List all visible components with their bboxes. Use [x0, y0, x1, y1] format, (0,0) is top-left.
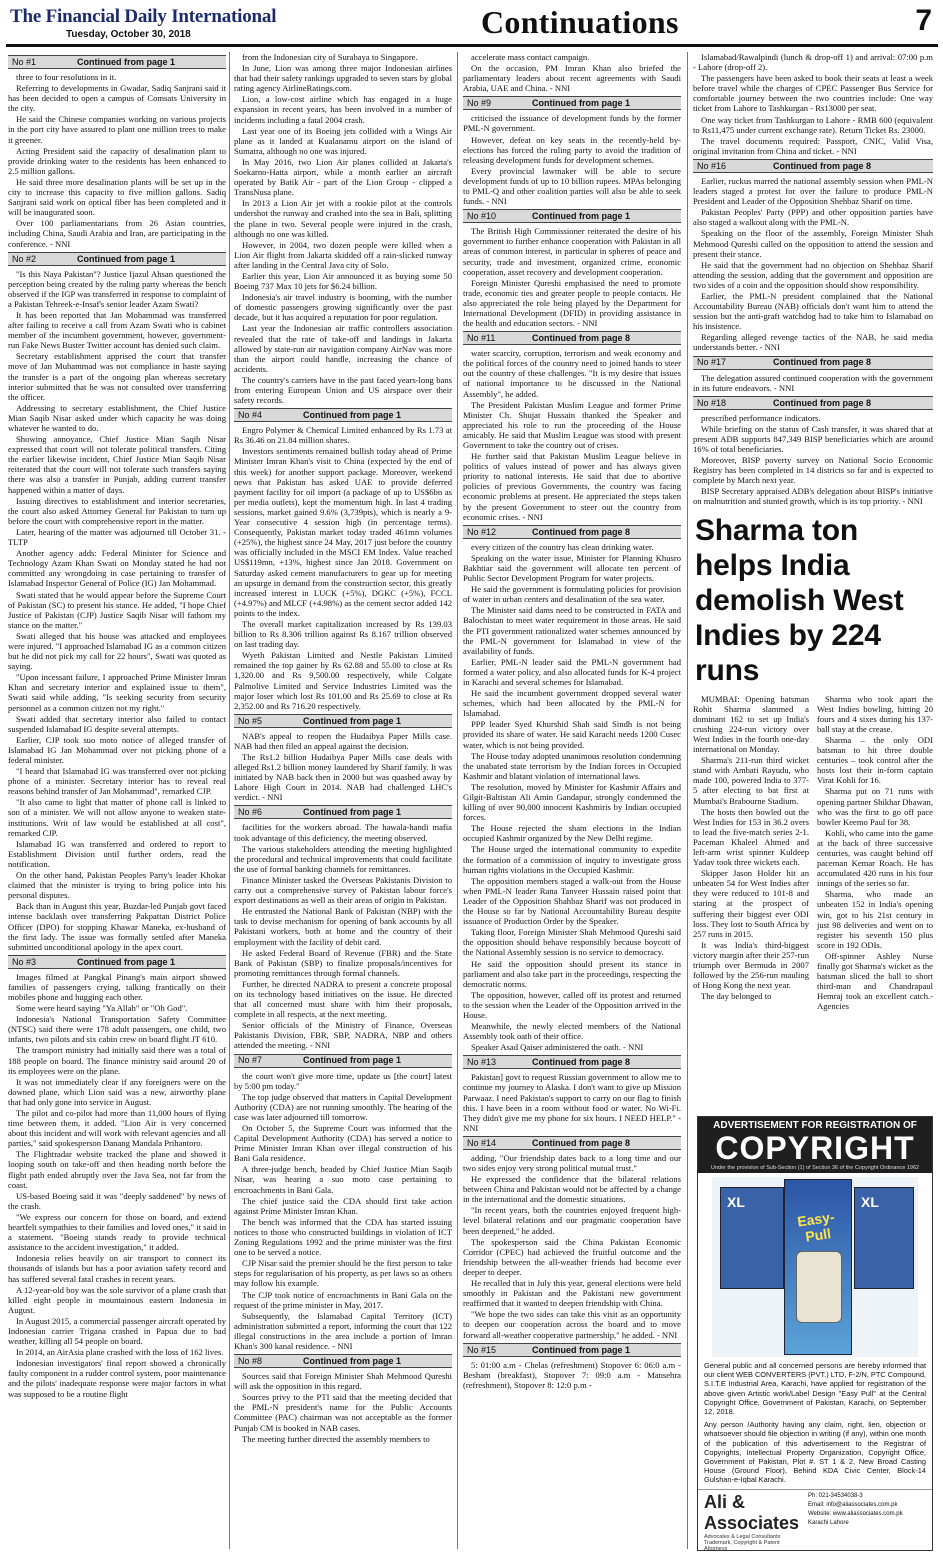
article-paragraph: Showing annoyance, Chief Justice Mian Saqib Nisar expressed that court will not tolerate political transfers. Citing the earlier likewise incident, Chief Justice Mian Saqib Nisar reiterated that the court will not tolerate such transfers saying there was also a transfer in Punjab, adding current transfer happened within a matter of days. — [8, 434, 226, 495]
continuation-header — [463, 525, 681, 539]
article-paragraph: The CJP took notice of encroachments in Bani Gala on the request of the prime minister in May, 2017. — [234, 1289, 452, 1310]
column-divider — [457, 52, 458, 1549]
article-paragraph: accelerate mass contact campaign. — [471, 52, 590, 62]
section-title: Continuations — [481, 4, 679, 40]
firm-phone: Ph: 021-34534038-3 — [808, 1492, 863, 1499]
firm-logo — [704, 1492, 800, 1551]
ad-body — [698, 1357, 932, 1485]
article-paragraph: Earlier this year, Lion Air announced it as buying some 50 Boeing 737 Max 10 jets for $6.24 billion. — [234, 270, 452, 292]
continuation-number: No #9 — [467, 98, 492, 109]
article-paragraph: Secretary establishment apprised the court that transfer move of Jan Muhammad was not compliance in haste saying the transfer is a part of the ongoing plan whereas secretary interior submitted that he was not consulted over transferring the officer. — [8, 351, 226, 402]
article-paragraph: Referring to developments in Gwadar, Sadiq Sanjrani said it has been decided to open a campus of Comsats University in the city. — [8, 83, 226, 114]
continuation-label: Continued from page 1 — [302, 807, 401, 818]
continuation-label: Continued from page 8 — [531, 1057, 630, 1068]
column-lead-text — [234, 52, 452, 405]
article-paragraph: facilities for the workers abroad. The hawala-handi mafia took advantage of this deficiency, the meeting observed. — [234, 822, 452, 843]
continuation-header — [463, 1055, 681, 1069]
article-paragraph: Pakistan Peoples' Party (PPP) and other opposition parties have also staged a walkout along with the PML-N. — [693, 207, 933, 228]
article-paragraph: It was not immediately clear if any foreigners were on the downed plane, which Lion said was a new, airworthy plane that had only gone into service in August. — [8, 1076, 226, 1107]
column-lead-text — [693, 52, 933, 156]
article-paragraph: The meeting further directed the assembly members to — [242, 1433, 430, 1444]
continuation-number: No #2 — [12, 253, 37, 264]
article-paragraph: CJP Nisar said the premier should be the first person to take steps for regularisation of his property, as per laws so as others may follow his example. — [234, 1258, 452, 1289]
xl-label: XL — [727, 1194, 745, 1210]
firm-contact — [808, 1492, 903, 1528]
article-paragraph: Off-spinner Ashley Nurse finally got Sharma's wicket as the batsman sliced the ball to short third-man and Chandrapaul Hemraj took an excellent catch.-Agencies — [817, 950, 933, 1012]
article-paragraph: "In recent years, both the countries enjoyed frequent high-level bilateral relations and our pragmatic cooperation have been deepened," he added. — [463, 1205, 681, 1236]
continuation-header — [234, 805, 452, 819]
continuation-label: Continued from page 1 — [531, 98, 630, 109]
continuation-label: Continued from page 1 — [302, 1055, 401, 1066]
column-2 — [234, 52, 452, 1549]
article-paragraph: the court won't give more time, update us [the court] latest by 5:00 pm today." — [234, 1070, 452, 1091]
article-paragraph: Issuing directives to establishment and interior secretaries, the court also asked Attorney General for Pakistan to turn up before the court with comprehensive report in the matter. — [8, 495, 226, 526]
article-paragraph: On the occasion, PM Imran Khan also briefed the parliamentary leaders about recent agreements with Saudi Arabia, UAE and China. - NNI — [463, 63, 681, 94]
sports-column-left — [693, 694, 809, 1013]
article-paragraph: The Minister said dams need to be constructed in FATA and Balochistan to meet water requirement in those areas. He said the PTI government rationalized water schemes announced by the PML-N government for Islamabad in view of the availability of funds. — [463, 605, 681, 656]
continuation-block-9 — [463, 96, 681, 206]
firm-name: Ali & Associates — [704, 1491, 800, 1533]
article-paragraph: The hosts then bowled out the West Indies for 153 in 36.2 overs to lead the five-match series 2-1. Paceman Khaleel Ahmed and left-arm wrist spinner Kuldeep Yadav took three wickets each. — [693, 806, 809, 868]
article-paragraph: "Is this Naya Pakistan"? Justice Ijazul Ahsan questioned the perception being created by the ruling party whereas the bench observed if the IGP was transferred in response to complaint of a Pakistan Tehreek-e-Insaf's senior leader Azam Swati? — [8, 268, 226, 309]
article-paragraph: The spokesperson said the China Pakistan Economic Corridor (CPEC) had achieved the fruitful outcome and the friendship between the all-weather friends had become ever deeper to deeper. — [463, 1236, 681, 1277]
article-paragraph: adding, "Our friendship dates back to a long time and our two sides enjoy very strong political mutual trust." — [463, 1152, 681, 1173]
continuation-number: No #18 — [697, 397, 727, 408]
masthead-rule — [6, 44, 938, 47]
masthead — [6, 4, 938, 48]
article-paragraph: Regarding alleged revenge tactics of the NAB, he said media understands better. - NNI — [693, 332, 933, 353]
article-paragraph: Indonesia's National Transportation Safety Committee (NTSC) said there were 178 adult passengers, one child, two infants, two pilots and six cabin crew on board flight JT 610. — [8, 1014, 226, 1045]
article-paragraph: Islamabad IG was transferred and ordered to report to Establishment Division until further orders, read the notification. — [8, 838, 226, 869]
article-paragraph: Meanwhile, the newly elected members of the National Assembly took oath of their office. — [463, 1021, 681, 1042]
article-paragraph: Another agency adds: Federal Minister for Science and Technology Azam Khan Swati on Monday stated he had not committed any wrongdoing in case pertaining to transfer of Islamabad Inspector General of Police (IG) Jan Mohammad. — [8, 548, 226, 589]
article-paragraph: Taking floor, Foreign Minister Shah Mehmood Qureshi said the opposition should behave responsibly because boycott of the National Assembly session is no service to democracy. — [463, 927, 681, 958]
article-paragraph: On October 5, the Supreme Court was informed that the Capital Development Authority (CDA) has served a notice to Prime Minister Imran Khan over illegal construction of his Bani Gala residence. — [234, 1123, 452, 1164]
article-paragraph: However, defeat on key seats in the recently-held by-elections has forced the ruling party to avoid the tradition of releasing development funds for development schemes. — [463, 134, 681, 165]
article-paragraph: Earlier, ruckus marred the national assembly session when PML-N leaders staged a protest for over the failure to produce PML-N President and Leader of the Opposition Shehbaz Sharif on time. — [693, 175, 933, 207]
xl-label: XL — [861, 1194, 879, 1210]
page-number: 7 — [915, 4, 932, 37]
copyright-advertisement — [697, 1116, 933, 1551]
article-paragraph: The various stakeholders attending the meeting highlighted the procedural and technical improvements that could facilitate the use of formal banking channels for remittances. — [234, 843, 452, 874]
article-paragraph: He said the opposition should present its stance in parliament and also take part in the proceedings, respecting the democratic norms. — [463, 958, 681, 989]
article-paragraph: The delegation assured continued cooperation with the government in its future endeavors. - NNI — [693, 372, 933, 393]
article-paragraph: Kohli, who came into the game at the back of three successive centuries, was caught behind off paceman Kemar Roach. He has accumulated 420 runs in his four innings of the series so far. — [817, 827, 933, 889]
sports-body — [693, 694, 933, 1013]
continuation-number: No #3 — [12, 956, 37, 967]
continuation-header — [463, 96, 681, 110]
article-paragraph: On the other hand, Pakistan Peoples Party's leader Khokar claimed that the minister is trying to bring police into his personal disputes. — [8, 870, 226, 901]
sports-story — [693, 513, 933, 1013]
column-lead-text — [463, 52, 681, 93]
article-paragraph: Back than in August this year, Buzdar-led Punjab govt faced intense backlash over transferring Pakpattan District Police Officer (DPO) for stopping Khawar Maneka, ex-husband of the first lady. The issue was formally settled after Maneka submitted unconditional apology in the apex court. — [8, 901, 226, 952]
article-paragraph: Foreign Minister Qureshi emphasised the need to promote trade, economic ties and greater people to people contacts. He also appreciated the role being played by the Department for International Development (DFID) in providing assistance in the health and education sectors. - NNI — [463, 277, 681, 329]
article-paragraph: from the Indonesian city of Surabaya to Singapore. — [242, 52, 418, 62]
article-paragraph: Sharma who took apart the West Indies bowling, hitting 20 fours and 4 sixes during his 137-ball stay at the crease. — [817, 693, 933, 734]
article-paragraph: Over 100 parliamentarians from 26 Asian countries, including China, Saudi Arabia and Iran, are participating in the conference. - NNI — [8, 218, 226, 249]
continuation-label: Continued from page 1 — [76, 56, 175, 67]
continuation-number: No #1 — [12, 56, 37, 67]
article-paragraph: The top judge observed that matters in Capital Development Authority (CDA) are not running smoothly. The hearing of the case was later adjourned till tomorrow. — [234, 1091, 452, 1122]
article-paragraph: Indonesia's air travel industry is booming, with the number of domestic passengers growing significantly over the past decade, but it has acquired a reputation for poor regulation. — [234, 292, 452, 323]
article-paragraph: Earlier, CJP took suo moto notice of alleged transfer of Islamabad IG Jan Mohammad over not picking phone of a federal minister. — [8, 734, 226, 765]
firm-cities: Karachi Lahore — [808, 1519, 849, 1526]
article-paragraph: In August 2015, a commercial passenger aircraft operated by Indonesian carrier Trigana crashed in Papua due to bad weather, killing all 54 people on board. — [8, 1315, 226, 1347]
firm-website: Website: www.aliassociates.com.pk — [808, 1510, 903, 1517]
article-paragraph: Speaker Asad Qaiser administered the oath. - NNI — [471, 1042, 644, 1053]
article-paragraph: Sources said that Foreign Minister Shah Mehmood Qureshi will ask the opposition in this regard. — [234, 1371, 452, 1392]
article-paragraph: He asked Federal Board of Revenue (FBR) and the State Bank of Pakistan (SBP) to finalize proposals/incentives for promoting remittances through formal channels. — [234, 947, 452, 978]
continuation-header — [8, 252, 226, 266]
continuation-header — [234, 1354, 452, 1368]
ad-objection-notice: Any person /Authority having any claim, right, lien, objection or whatsoever should file objection in writing (if any), within one month of the publication of this advertisement to the Registrar of Copyrights, Intellectual Property Organization, Copyright Office, Government of Pakistan, Plot #. ST 1 & 2, New Broad Casting House (Ground Floor), Behind KDA Civic Center, Block-14 Gulshan-e-Iqbal Karachi. — [704, 1420, 926, 1485]
article-paragraph: The opposition members staged a walk-out from the House when PML-N leader Rana Tanveer Hussain raised point that Leader of the Opposition Shahbaz Sharif was not produced in the House so far by National Accountability Bureau despite issuance of Production Order by the Speaker. — [463, 875, 681, 927]
continuation-block-8 — [234, 1354, 452, 1444]
article-paragraph: Pakistan] govt to request Russian government to allow me to continue my journey to Alaska. I don't want to give up Mission Parwaaz. I need Pakistan's support to carry on our flag to finish this. I have been in a room without food or water. No Wi-Fi. They didn't give me my phone for six hours. I NEED HELP." - NNI — [463, 1072, 681, 1133]
continuation-number: No #12 — [467, 526, 497, 537]
tissue-box-left — [720, 1187, 784, 1289]
continuation-number: No #4 — [238, 410, 263, 421]
article-paragraph: He recalled that in July this year, general elections were held smoothly in Pakistan and the Pakistani new government reaffirmed that it wanted to deepen friendship with China. — [463, 1278, 681, 1309]
continuation-number: No #15 — [467, 1344, 497, 1355]
continuation-block-7 — [234, 1054, 452, 1352]
continuation-header — [693, 396, 933, 410]
article-paragraph: Swati stated that he would appear before the Supreme Court of Pakistan (SC) to present his stance. He added, "I hope Chief Justice of Pakistan (CJP) Justice Saqib Nisar will fathom my stance on the matter." — [8, 589, 226, 630]
continuation-block-5 — [234, 714, 452, 803]
article-paragraph: He said the government is formulating policies for provision of water in urban centers and desalination of the sea water. — [463, 584, 681, 605]
sports-column-right — [817, 694, 933, 1013]
continuation-block-16 — [693, 159, 933, 353]
article-paragraph: Sharma put on 71 runs with opening partner Shikhar Dhawan, who was the first to go off pace bowler Keemo Paul for 38. — [817, 786, 933, 827]
article-paragraph: 5: 01:00 a.m - Chelas (refreshment) Stopover 6: 06:0 a.m - Besham (breakfast), Stopover 7: 09:0 a.m - Mansehra (refreshment), Stopover 8: 12:0 p.m - — [463, 1359, 681, 1390]
article-paragraph: The chief justice said the CDA should first take action against Prime Minister Imran Khan. — [234, 1195, 452, 1216]
article-paragraph: He further said that Pakistan Muslim League believe in politics of values instead of power and has always given priority to national interests. He said that due to abortive policies of previous Governments, the country was facing economic problems at present. He appreciated the steps taken by the present Government to steer out the country from economic crises. - NNI — [463, 451, 681, 522]
article-paragraph: every citizen of the country has clean drinking water. — [471, 541, 654, 552]
continuation-number: No #17 — [697, 357, 727, 368]
article-paragraph: criticised the issuance of development funds by the former PML-N government. — [463, 113, 681, 134]
firm-tagline: Advocates & Legal Consultants Trademark, Copyright & Patent Attorneys — [704, 1533, 781, 1551]
article-paragraph: Later, hearing of the matter was adjourned till October 31. - TLTP — [8, 526, 226, 548]
article-paragraph: Acting President said the capacity of desalination plant to provide drinking water to the residents has been enhanced to 2.5 million gallons. — [8, 145, 226, 176]
article-paragraph: The resolution, moved by Minister for Kashmir Affairs and Gilgit-Baltistan Ali Amin Gandapur, strongly condemned the killing of over 90,000 innocent Kashmiris by Indian occupied forces. — [463, 781, 681, 823]
article-paragraph: water scarcity, corruption, terrorism and weak economy and the political forces of the country need to joined hands to steer out the country of these challenges. "It is my desire that issues of national importance to be discussed in the National Assembly", he added. — [463, 348, 681, 399]
article-paragraph: "We express our concern for those on board, and extend heartfelt sympathies to their families and loved ones," it said in a statement. "Boeing stands ready to provide technical assistance to the accident investigation," it added. — [8, 1211, 226, 1253]
continuation-header — [463, 331, 681, 345]
article-paragraph: Investors sentiments remained bullish today ahead of Prime Minister Imran Khan's visit to China (expected by the end of this week) for another support package. Moreover, weekend news that Pakistan has asked UAE to provide deferred payment facility for oil import (a package of up to US$6bn as per media outlets), kept the momentum high. In last 4 trading sessions, market gained 9.6% (3,739pts), which is nearly a 9-Year consecutive 4 session high (in percentage terms). Consequently, Pakistan market today traded 461mn volumes (+25%), the highest since 24 May, 2017 just before the country was officially included in the MSCI EM Index. Value reached US$119mn, +13%, highest since Jan 2018. Government on Saturday asked cement manufacturers to gear up for meeting an upsurge in demand from the construction sector, this greatly increased interest in LUCK (+5%), DGKC (+5%), FCCL (+4.97%) and MLCF (+4.98%) as the cement sector added 142 points to the index. — [234, 446, 452, 618]
continuation-number: No #13 — [467, 1057, 497, 1068]
continuation-label: Continued from page 8 — [772, 397, 871, 408]
article-paragraph: Moreover, BISP poverty survey on National Socio Economic Registry has been completed in 14 districts so far and is expected to complete by March next year. — [693, 455, 933, 486]
article-paragraph: The House urged the international community to expedite the formation of a commission of inquiry to investigate gross human rights violations in the Occupied Kashmir. — [463, 844, 681, 875]
continuation-block-10 — [463, 209, 681, 328]
continuation-block-2 — [8, 252, 226, 952]
article-paragraph: In June, Lion was among three major Indonesian airlines that had their safety rankings upgraded to seven stars by global rating agency AirlineRatings.com. — [234, 63, 452, 94]
article-paragraph: The country's carriers have in the past faced years-long bans from entering European Union and US airspace over their safety records. — [234, 374, 452, 406]
article-paragraph: The opposition, however, called off its protest and returned to the session when the Leader of the Opposition arrived in the House. — [463, 989, 681, 1020]
article-paragraph: The House rejected the sham elections in the Indian occupied Kashmir organized by the New Delhi regime. — [463, 823, 681, 844]
article-paragraph: PPP leader Syed Khurshid Shah said Sindh is not being provided its share of water. He said Karachi needs 1200 Cusec water, which is not being provided. — [463, 719, 681, 750]
continuation-label: Continued from page 8 — [531, 1137, 630, 1148]
continuation-label: Continued from page 1 — [76, 253, 175, 264]
article-paragraph: Speaking on the water issue, Minister for Planning Khusro Bakhtiar said the government will allocate ten percent of Public Sector Development Program for water projects. — [463, 552, 681, 584]
article-paragraph: Last year one of its Boeing jets collided with a Wings Air plane as it landed at Kualanamu airport on the island of Sumatra, although no one was injured. — [234, 125, 452, 156]
continuation-label: Continued from page 1 — [76, 956, 175, 967]
continuation-block-12 — [463, 525, 681, 1053]
continuation-block-13 — [463, 1055, 681, 1133]
article-paragraph: He said the Chinese companies working on various projects in the port city have assured to plant one million trees to make it greener. — [8, 114, 226, 145]
column-divider — [687, 52, 688, 1549]
ad-header — [698, 1117, 932, 1173]
ad-title: ADVERTISEMENT FOR REGISTRATION OF — [713, 1120, 917, 1131]
ad-footer — [698, 1489, 932, 1551]
article-paragraph: Sources privy to the PTI said that the meeting decided that the PML-N president's name for the Public Accounts Committee (PAC) chairman was not acceptable as the former Punjab CM is booked in NAB cases. — [234, 1392, 452, 1433]
article-paragraph: US-based Boeing said it was "deeply saddened" by news of the crash. — [8, 1190, 226, 1211]
article-paragraph: He said that the government had no objection on Shehbaz Sharif attending the session, adding that the government and opposition are two sides of a coin and the opposition should show responsibility. — [693, 259, 933, 290]
continuation-block-3 — [8, 955, 226, 1399]
article-paragraph: Sharma – the only ODI batsman to hit three double centuries – took control after the hosts lost their in-form captain Virat Kohli for 16. — [817, 734, 933, 786]
article-paragraph: Last year the Indonesian air traffic controllers association revealed that the rate of take-off and landings in Jakarta allowed by state-run air navigation company AirNav was more than the airport could handle, increasing the chance of accidents. — [234, 323, 452, 374]
continuation-header — [463, 209, 681, 223]
firm-email: Email: info@aliassociates.com.pk — [808, 1501, 898, 1508]
continuation-block-11 — [463, 331, 681, 522]
continuation-block-17 — [693, 356, 933, 393]
continuation-header — [463, 1343, 681, 1357]
continuation-header — [693, 159, 933, 173]
article-paragraph: Finance Minister tasked the Overseas Pakistanis Division to carry out a comprehensive survey of Pakistan labour force's export destinations as well as their areas of origin in Pakistan. — [234, 874, 452, 906]
article-paragraph: Islamabad/Rawalpindi (lunch & drop-off 1) and arrival: 07:00 p.m - Lahore (drop-off 2). — [693, 52, 933, 73]
ad-notice: General public and all concerned persons are hereby informed that our client WEB CONVERTERS (PVT.) LTD, F-2/N, PTC Compound, S.I.T.E Industrial Area, Karachi, have applied for registration of the above given Artistic work/Label Design "Easy Pull" at the Central Copyright Office, Government of Pakistan, Karachi, on September 12, 2018. — [704, 1361, 926, 1417]
article-paragraph: "I heard that Islamabad IG was transferred over not picking phone of a minister. Secretary interior has to reveal real reasons behind transfer of Jan Mohammad", remarked CJP. — [8, 766, 226, 797]
article-paragraph: Wyeth Pakistan Limited and Nestle Pakistan Limited remained the top gainer by Rs 62.88 and 55.00 to close at Rs 1,320.00 and Rs 9,500.00 respectively, while Colgate Palmolive Limited and Service Industries Limited was the major loser which lost Rs 101.00 and Rs 25.69 to close at Rs 2,352.00 and Rs 716.20 respectively. — [234, 650, 452, 711]
continuation-block-1 — [8, 55, 226, 249]
article-paragraph: Skipper Jason Holder hit an unbeaten 54 for West Indies after they were reduced to 101-8 and staring at the prospect of suffering their biggest ever ODI loss. They lost to South Africa by 257 runs in 2015. — [693, 868, 809, 939]
article-paragraph: Senior officials of the Ministry of Finance, Overseas Pakistanis Division, FBR, SBP, NADRA, NBP and others attended the meeting. - NNI — [234, 1020, 452, 1051]
continuation-number: No #11 — [467, 333, 496, 344]
article-paragraph: Indonesia relies heavily on air transport to connect its thousands of islands but has a poor aviation safety record and has suffered several fatal crashes in recent years. — [8, 1253, 226, 1284]
continuation-label: Continued from page 1 — [531, 1344, 630, 1355]
article-paragraph: Further, he directed NADRA to present a concrete proposal on its technology based initiatives on the issue. He directed that all concerned must share with him their proposals, complete in all respects, at the next meeting. — [234, 978, 452, 1020]
continuation-label: Continued from page 1 — [302, 715, 401, 726]
article-paragraph: Indonesian investigators' final report showed a chronically faulty component in a rudder control system, poor maintenance and the pilots' inadequate response were major factors in what was supposed to be a routine flight — [8, 1358, 226, 1399]
continuation-number: No #6 — [238, 807, 263, 818]
article-paragraph: Speaking on the floor of the assembly, Foreign Minister Shah Mehmood Qureshi called on the opposition to attend the session and present their stance. — [693, 228, 933, 259]
article-paragraph: NAB's appeal to reopen the Hudaibya Paper Mills case. NAB had then filed an appeal against the decision. — [234, 730, 452, 751]
continuation-number: No #16 — [697, 160, 727, 171]
article-paragraph: A 12-year-old boy was the sole survivor of a plane crash that killed eight people in mountainous eastern Indonesia in August. — [8, 1284, 226, 1315]
tissue-box-right — [854, 1187, 914, 1289]
article-paragraph: In May 2016, two Lion Air planes collided at Jakarta's Soekarno-Hatta airport, while a month earlier an aircraft operated by Batik Air - part of the Lion Group - clipped a TransNusa plane. — [234, 156, 452, 198]
article-paragraph: "We hope the two sides can take this visit as an opportunity to deepen our cooperation across the board and to move forward all-weather cooperative partnership," he added. - NNI — [463, 1309, 681, 1340]
article-paragraph: "Upon incessant failure, I approached Prime Minister Imran Khan and secretary interior and explained issue to them", Swati said while adding, "Is seeking security from security personnel as a common citizen not my right." — [8, 672, 226, 713]
article-paragraph: Swati alleged that his house was attacked and employees were injured. "I approached Islamabad IG as a common citizen but he did not pick my call for 22 hours", Swati was quoted as saying. — [8, 630, 226, 672]
continuation-block-15 — [463, 1343, 681, 1390]
article-paragraph: Earlier, PML-N leader said the PML-N government had formed a water policy, and also allocated funds for K-4 project in Karachi and several schemes for Islamabad. — [463, 656, 681, 687]
continuation-header — [234, 408, 452, 422]
continuation-block-6 — [234, 805, 452, 1050]
continuation-header — [463, 1136, 681, 1150]
continuation-number: No #14 — [467, 1137, 497, 1148]
article-paragraph: The transport ministry had initially said there was a total of 188 people on board. The finance ministry said around 20 of its employees were on the plane. — [8, 1045, 226, 1076]
tissue-pack — [796, 1251, 842, 1323]
continuation-label: Continued from page 1 — [531, 211, 630, 222]
continuation-block-4 — [234, 408, 452, 711]
article-paragraph: He expressed the confidence that the bilateral relations between China and Pakistan would not be affected by a change in the international and the domestic situations. — [463, 1174, 681, 1205]
article-paragraph: Lion, a low-cost airline which has engaged in a huge expansion in recent years, has been involved in a number of incidents including a fatal 2004 crash. — [234, 94, 452, 125]
continuation-label: Continued from page 1 — [302, 410, 401, 421]
article-paragraph: Some were heard saying "Ya Allah" or "Oh God". — [16, 1003, 188, 1014]
continuation-block-14 — [463, 1136, 681, 1340]
continuation-header — [234, 1054, 452, 1068]
continuation-number: No #10 — [467, 211, 497, 222]
article-paragraph: MUMBAI: Opening batsman Rohit Sharma slammed a dominant 162 to set up India's crushing 224-run victory over West Indies in the fourth one-day international on Monday. — [693, 693, 809, 755]
column-1 — [8, 52, 226, 1549]
article-paragraph: Swati added that secretary interior also failed to contact suspended Islamabad IG despite several attempts. — [8, 713, 226, 734]
continuation-label: Continued from page 1 — [302, 1356, 401, 1367]
continuation-header — [693, 356, 933, 370]
article-paragraph: The President Pakistan Muslim League and former Prime Minister Ch. Shujat Hussain thanked the Speaker and appreciated his role to run the proceeding of the House amicably. He said that Muslim League was stood with present Government to take the country out of crises. — [463, 399, 681, 450]
article-paragraph: Every provincial lawmaker will be able to secure development funds of up to 10 billion rupees. MPAs belonging to PML-Q and other coalition parties will also be able to seek funds. - NNI — [463, 165, 681, 207]
ad-headline: COPYRIGHT — [715, 1130, 915, 1166]
continuation-header — [8, 955, 226, 969]
article-paragraph: He entrusted the National Bank of Pakistan (NBP) with the task to devise mechanism for opening of bank accounts by all Pakistani workers, both at home and the country of their employment with the facility of debit card. — [234, 906, 452, 947]
continuation-block-18 — [693, 396, 933, 507]
article-paragraph: It has been reported that Jan Mohammad was transferred after failing to receive a call from Azam Swati who is cabinet member of the incumbent government, however, government-run Fake News Buster Twitter account has denied such claim. — [8, 309, 226, 351]
continuation-header — [234, 714, 452, 728]
article-paragraph: Sharma's 211-run third wicket stand with Ambati Rayudu, who made 100, powered India to 377-5 after electing to bat first at Mumbai's Brabourne Stadium. — [693, 755, 809, 806]
article-paragraph: In 2014, an AirAsia plane crashed with the loss of 162 lives. — [16, 1347, 224, 1358]
article-paragraph: Engro Polymer & Chemical Limited enhanced by Rs 1.73 at Rs 36.46 on 21.84 million shares. — [234, 425, 452, 446]
article-paragraph: The travel documents required: Passport, CNIC, Valid Visa, original invitation from China and ticket. - NNI — [693, 135, 933, 156]
article-paragraph: It was India's third-biggest victory margin after their 257-run triumph over Bermuda in 2007 followed by the 256-run mauling of Hong Kong the next year. — [693, 939, 809, 991]
article-paragraph: He said three more desalination plants will be set up in the city to increase this capacity to five million gallons. Sadiq Sanjrani said work on optical fiber has been completed and it will be inaugurated soon. — [8, 176, 226, 218]
issue-date: Tuesday, October 30, 2018 — [66, 29, 191, 40]
article-paragraph: Subsequently, the Islamabad Capital Territory (ICT) administration submitted a report, informing the court that 122 illegal constructions in the area include a portion of Imran Khan's 300 kanal residence. - NNI — [234, 1310, 452, 1351]
article-paragraph: three to four resolutions in it. — [16, 72, 117, 82]
article-paragraph: The Flightradar website tracked the plane and showed it looping south on take-off and then heading north before the flight path ended abruptly over the Java Sea, not far from the coast. — [8, 1149, 226, 1190]
continuation-label: Continued from page 8 — [531, 333, 630, 344]
article-paragraph: The pilot and co-pilot had more than 11,000 hours of flying time between them, it added. "Lion Air is very concerned about this incident and will work with relevant agencies and all parties," said spokesperson Danang Mandala Prihantoro. — [8, 1108, 226, 1149]
column-3 — [463, 52, 681, 1549]
label-design-image — [712, 1177, 918, 1357]
article-paragraph: Images filmed at Pangkal Pinang's main airport showed families of passengers crying, talking frantically on their mobiles phone and hugging each other. — [8, 971, 226, 1002]
article-paragraph: He said the incumbent government dropped several water schemes, which had been allocated by the PML-N for Islamabad. — [463, 688, 681, 719]
continuation-label: Continued from page 8 — [772, 357, 871, 368]
article-paragraph: A three-judge bench, headed by Chief Justice Mian Saqib Nisar, was hearing a suo moto case pertaining to encroachments in Bani Gala. — [234, 1164, 452, 1195]
continuation-number: No #7 — [238, 1055, 263, 1066]
article-paragraph: Earlier, the PML-N president complained that the National Accountability Bureau (NAB) officials don't want him to attend the session but the anti-graft watchdog had to take him to Islamabad on his insistence. — [693, 290, 933, 332]
article-paragraph: The Rs1.2 billion Hudaibya Paper Mills case deals with alleged Rs1.2 billion money laundered by Sharif family. It was initiated by NAB back then in 2000 but was quashed away by Lahore High Court in 2014. NAB had challenged LHC's verdict. - NNI — [234, 752, 452, 803]
article-paragraph: However, in 2004, two dozen people were killed when a Lion Air flight from Jakarta skidded off a rain-slicked runway after landing in the Central Java city of Solo. — [234, 239, 452, 270]
article-paragraph: In 2013 a Lion Air jet with a rookie pilot at the controls undershot the runway and crashed into the sea in Bali, splitting the plane in two. Several people were injured in the crash, although no one was killed. — [234, 198, 452, 239]
column-divider — [229, 52, 230, 1549]
article-paragraph: One way ticket from Tashkurgan to Lahore - RMB 600 (equivalent to Rs11,475 under current exchange rate). Return Ticket Rs. 23000. — [693, 114, 933, 135]
article-paragraph: The overall market capitalization increased by Rs 139.03 billion to Rs 8.306 trillion against Rs 8.167 trillion observed on last trading day. — [234, 618, 452, 650]
paper-name: The Financial Daily International — [10, 6, 277, 27]
ad-subtitle: Under the provision of Sub-Section (1) of Section 36 of the Copyright Ordinance 1962 — [710, 1165, 920, 1171]
article-paragraph: Addressing to secretary establishment, the Chief Justice Mian Saqib Nisar asked under which capacity he was doing whatever he wanted to do. — [8, 402, 226, 433]
article-paragraph: While briefing on the status of Cash transfer, it was shared that at present ADB supports 847,349 BISP beneficiaries which are around 16% of total beneficiaries. — [693, 423, 933, 454]
article-paragraph: "It also came to light that matter of phone call is linked to son of a minister. We will not allow anyone to weaken state-institutions. Writ of law would be established at all cost", remarked CJP. — [8, 797, 226, 838]
article-paragraph: prescribed performance indicators. — [701, 412, 821, 423]
continuation-number: No #8 — [238, 1356, 263, 1367]
continuation-number: No #5 — [238, 715, 263, 726]
article-paragraph: The British High Commissioner reiterated the desire of his government to further enhance cooperation with Pakistan in all areas of common interest, in particular in spheres of peace and security, trade and investment, organized crime, economic cooperation, asset recovery and development cooperation. — [463, 226, 681, 277]
brand-label: Easy-Pull — [796, 1208, 836, 1245]
article-paragraph: The day belonged to — [701, 991, 772, 1002]
article-paragraph: Sharma, who made an unbeaten 152 in India's opening win, got to his 21st century in just 98 deliveries and went on to register his seventh 150 plus score in 192 ODIs. — [817, 889, 933, 950]
article-paragraph: The House today adopted unanimous resolution condemning the unabated state terrorism by the Indian forces in Occupied Kashmir and blatant violation of international laws. — [463, 750, 681, 781]
article-paragraph: The bench was informed that the CDA has started issuing notices to those who constructed buildings in violation of ICT Zoning Regulations 1992 and the prime minister was the first one to be served a notice. — [234, 1216, 452, 1258]
continuation-label: Continued from page 8 — [772, 160, 871, 171]
article-paragraph: The passengers have been asked to book their seats at least a week before travel while the charges of CPEC Passenger Bus Service for comfortable journey between the two countries include: One way ticket from Lahore to Tashkurgan - Rs13000 per seat. — [693, 73, 933, 114]
article-paragraph: BISP Secretary appraised ADB's delegation about BISP's initiative on malnutrition and stunted growth, which is its top priority. - NNI — [693, 486, 933, 507]
continuation-label: Continued from page 8 — [531, 526, 630, 537]
sports-headline: Sharma ton helps India demolish West Indies by 224 runs — [695, 513, 904, 687]
continuation-header — [8, 55, 226, 69]
